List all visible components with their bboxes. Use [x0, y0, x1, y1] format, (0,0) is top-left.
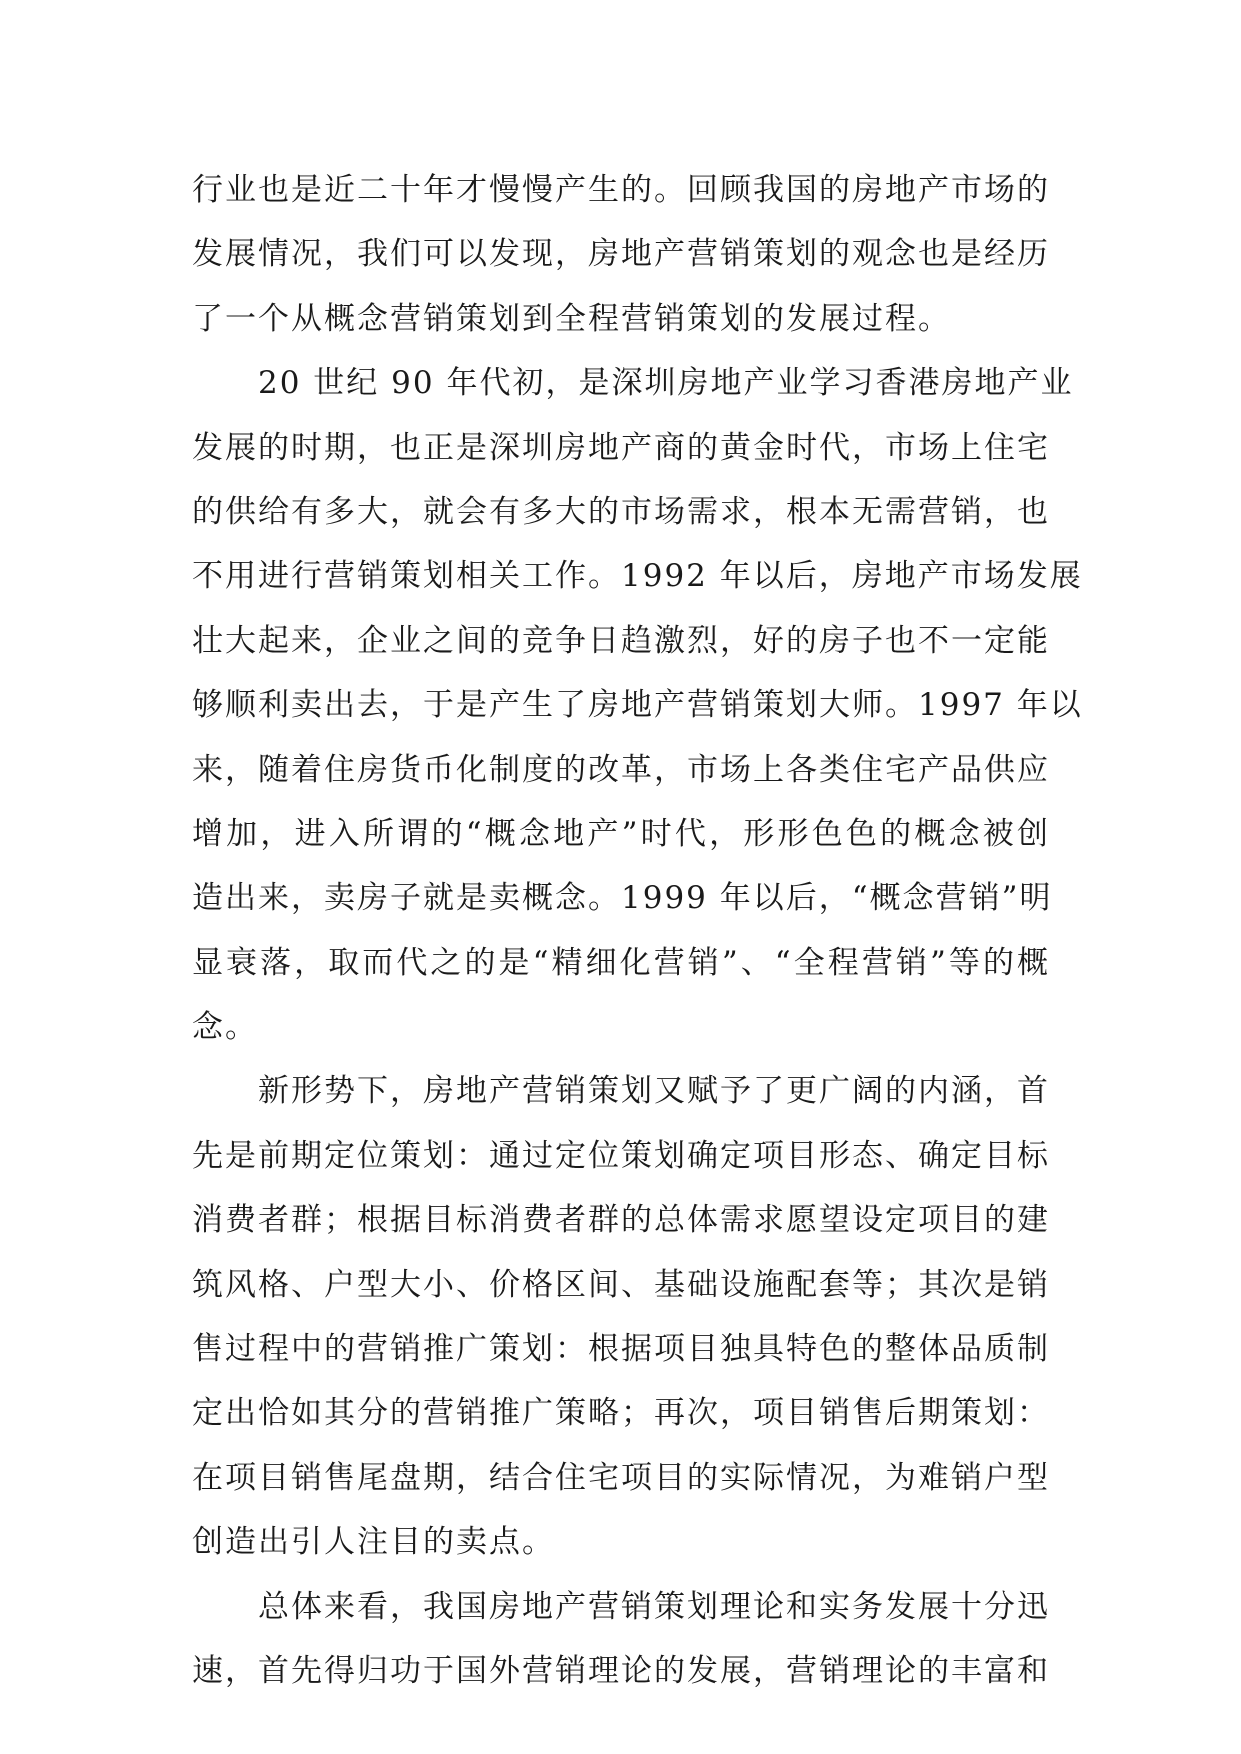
text-line: 新形势下，房地产营销策划又赋予了更广阔的内涵，首 — [192, 1073, 1050, 1110]
text-line: 发展情况，我们可以发现，房地产营销策划的观念也是经历 — [192, 236, 1050, 273]
text-line: 的供给有多大，就会有多大的市场需求，根本无需营销，也 — [192, 493, 1050, 530]
text-line: 定出恰如其分的营销推广策略；再次，项目销售后期策划： — [192, 1395, 1050, 1432]
text-line: 来，随着住房货币化制度的改革，市场上各类住宅产品供应 — [192, 751, 1050, 788]
text-line: 壮大起来，企业之间的竞争日趋激烈，好的房子也不一定能 — [192, 622, 1050, 659]
body-text — [192, 158, 1083, 1703]
text-line: 行业也是近二十年才慢慢产生的。回顾我国的房地产市场的 — [192, 172, 1050, 208]
text-line: 先是前期定位策划：通过定位策划确定项目形态、确定目标 — [192, 1137, 1050, 1174]
text-line: 售过程中的营销推广策划：根据项目独具特色的整体品质制 — [192, 1331, 1050, 1368]
text-line: 总体来看，我国房地产营销策划理论和实务发展十分迅 — [192, 1588, 1050, 1625]
text-line: 速，首先得归功于国外营销理论的发展，营销理论的丰富和 — [192, 1652, 1050, 1689]
text-line: 筑风格、户型大小、价格区间、基础设施配套等；其次是销 — [192, 1266, 1050, 1303]
text-line: 消费者群；根据目标消费者群的总体需求愿望设定项目的建 — [192, 1202, 1050, 1239]
text-line: 造出来，卖房子就是卖概念。1999 年以后，“概念营销”明 — [192, 880, 1053, 917]
text-line: 不用进行营销策划相关工作。1992 年以后，房地产市场发展 — [192, 558, 1083, 595]
text-line: 在项目销售尾盘期，结合住宅项目的实际情况，为难销户型 — [192, 1459, 1050, 1496]
text-line: 显衰落，取而代之的是“精细化营销”、“全程营销”等的概 — [192, 944, 1050, 981]
text-line: 了一个从概念营销策划到全程营销策划的发展过程。 — [192, 300, 951, 337]
text-line: 20 世纪 90 年代初，是深圳房地产业学习香港房地产业 — [192, 365, 1074, 402]
text-line: 发展的时期，也正是深圳房地产商的黄金时代，市场上住宅 — [192, 429, 1050, 466]
text-line: 增加，进入所谓的“概念地产”时代，形形色色的概念被创 — [192, 815, 1050, 852]
text-line: 够顺利卖出去，于是产生了房地产营销策划大师。1997 年以 — [192, 687, 1083, 724]
text-line: 念。 — [192, 1009, 258, 1046]
text-line: 创造出引人注目的卖点。 — [192, 1524, 555, 1561]
